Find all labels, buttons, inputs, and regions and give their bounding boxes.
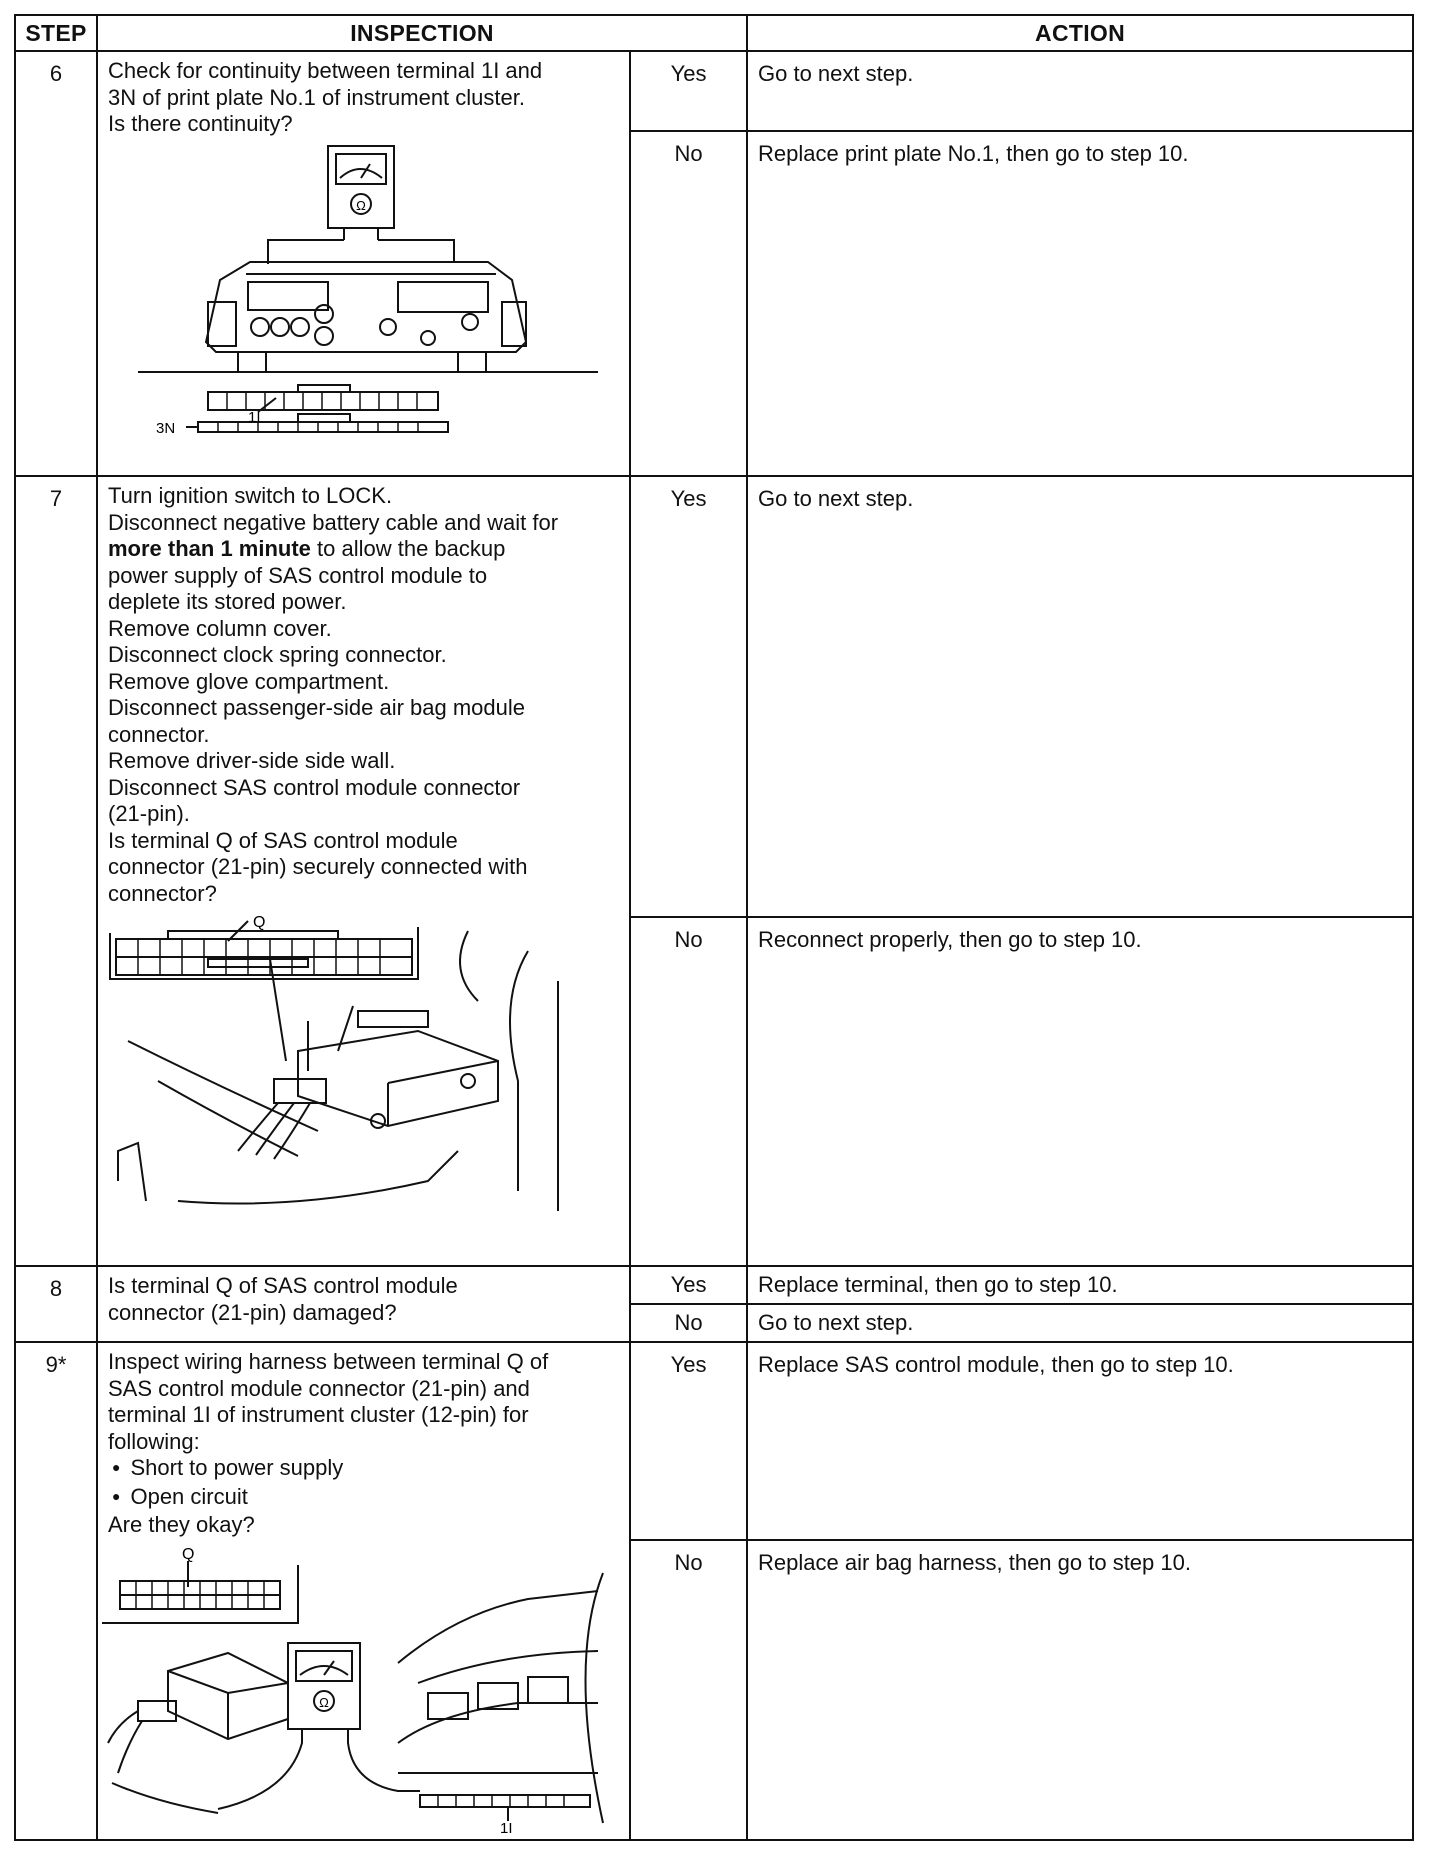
instrument-cluster-continuity-figure	[98, 142, 628, 434]
inspection-line: Turn ignition switch to LOCK.	[108, 483, 393, 508]
table-row	[15, 51, 1413, 131]
inspection-text	[98, 477, 629, 911]
inspection-line: deplete its stored power.	[108, 589, 347, 614]
inspection-cell	[97, 476, 630, 1266]
inspection-line: following:	[108, 1428, 200, 1454]
answer-no: No	[630, 1304, 747, 1342]
inspection-line: Inspect wiring harness between terminal Q of	[108, 1349, 549, 1374]
inspection-text	[98, 52, 629, 142]
emphasis-text: more than 1 minute	[108, 536, 311, 561]
meter-ohm-label: Ω	[356, 197, 366, 213]
inspection-line: connector?	[108, 880, 217, 906]
answer-yes: Yes	[630, 476, 747, 917]
sas-module-connector-figure	[98, 911, 628, 1221]
inspection-line: Is terminal Q of SAS control module	[108, 1273, 458, 1298]
table-row	[15, 476, 1413, 917]
action-text: Replace air bag harness, then go to step 10.	[747, 1540, 1413, 1840]
inspection-line: power supply of SAS control module to	[108, 562, 488, 588]
inspection-line: connector (21-pin) damaged?	[108, 1299, 397, 1325]
action-text: Go to next step.	[747, 51, 1413, 131]
terminal-q-label: Q	[253, 914, 266, 931]
bullet-item: ● Short to power supply	[108, 1455, 619, 1484]
inspection-line: Disconnect clock spring connector.	[108, 642, 447, 667]
terminal-1i-label: 1I	[248, 408, 261, 426]
inspection-line: connector.	[108, 721, 210, 747]
answer-yes: Yes	[630, 1266, 747, 1304]
answer-no: No	[630, 1540, 747, 1840]
inspection-fragment: to allow the backup	[310, 536, 506, 561]
terminal-3n-label: 3N	[156, 419, 176, 434]
bullet-item: ● Open circuit	[108, 1484, 619, 1513]
inspection-line: Remove driver-side side wall.	[108, 748, 396, 773]
meter-ohm-label: Ω	[319, 1694, 329, 1710]
step-number: 9*	[15, 1342, 97, 1840]
inspection-line: Disconnect negative battery cable and wait for	[108, 509, 559, 535]
answer-no: No	[630, 917, 747, 1266]
inspection-cell	[97, 51, 630, 476]
inspection-line: (21-pin).	[108, 801, 190, 826]
action-text: Go to next step.	[747, 1304, 1413, 1342]
terminal-q-label: Q	[182, 1545, 195, 1563]
inspection-line	[108, 536, 619, 563]
diagnostic-table	[14, 14, 1414, 1841]
inspection-line: Is there continuity?	[108, 111, 293, 136]
inspection-line: 3N of print plate No.1 of instrument cluster.	[108, 84, 525, 110]
header-step: STEP	[15, 15, 97, 51]
inspection-line: Is terminal Q of SAS control module	[108, 827, 458, 853]
inspection-line: SAS control module connector (21-pin) and	[108, 1375, 530, 1401]
ohmmeter-icon	[288, 1643, 360, 1729]
answer-yes: Yes	[630, 1342, 747, 1540]
action-text: Replace SAS control module, then go to step 10.	[747, 1342, 1413, 1540]
table-row	[15, 1342, 1413, 1540]
inspection-cell	[97, 1266, 630, 1342]
inspection-text	[98, 1343, 629, 1543]
inspection-line: Disconnect SAS control module connector	[108, 774, 521, 800]
answer-no: No	[630, 131, 747, 476]
inspection-line: Remove glove compartment.	[108, 668, 390, 694]
inspection-cell	[97, 1342, 630, 1840]
action-text: Reconnect properly, then go to step 10.	[747, 917, 1413, 1266]
table-row	[15, 1266, 1413, 1304]
diagnostic-procedure-sheet	[14, 14, 1412, 1844]
header-action: ACTION	[747, 15, 1413, 51]
step-number: 8	[15, 1266, 97, 1342]
action-text: Replace terminal, then go to step 10.	[747, 1266, 1413, 1304]
terminal-1i-label: 1I	[500, 1819, 513, 1833]
inspection-line: connector (21-pin) securely connected with	[108, 854, 528, 879]
header-inspection: INSPECTION	[97, 15, 747, 51]
step-number: 6	[15, 51, 97, 476]
harness-continuity-figure	[98, 1543, 628, 1833]
inspection-question: Are they okay?	[108, 1512, 255, 1537]
inspection-text	[98, 1267, 629, 1330]
answer-yes: Yes	[630, 51, 747, 131]
inspection-line: Check for continuity between terminal 1I and	[108, 58, 543, 83]
action-text: Go to next step.	[747, 476, 1413, 917]
step-number: 7	[15, 476, 97, 1266]
table-header-row	[15, 15, 1413, 51]
inspection-line: Remove column cover.	[108, 615, 332, 641]
inspection-line: Disconnect passenger-side air bag module	[108, 695, 526, 720]
action-text: Replace print plate No.1, then go to step 10.	[747, 131, 1413, 476]
inspection-line: terminal 1I of instrument cluster (12-pin) for	[108, 1402, 529, 1427]
ohmmeter-icon	[328, 146, 394, 228]
